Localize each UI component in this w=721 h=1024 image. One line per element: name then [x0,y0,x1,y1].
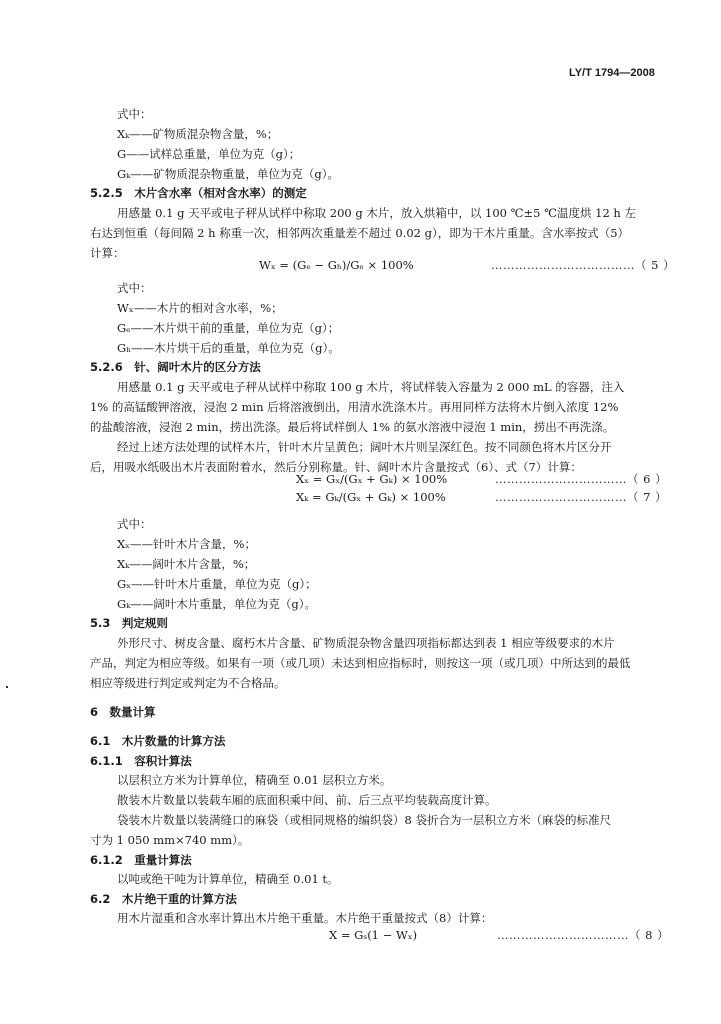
section-heading-5-3: 5.3 判定规则 [90,616,168,630]
equation-7: Xₖ = Gₖ/(Gₓ + Gₖ) × 100% [296,490,446,504]
document-code-header: LY/T 1794—2008 [569,67,655,79]
where-label: 式中： [117,517,152,531]
section-heading-6-1-1: 6.1.1 容积计算法 [90,754,192,768]
equation-number-6: ……………………………（ 6 ） [495,472,668,486]
paragraph-line: 外形尺寸、树皮含量、腐朽木片含量、矿物质混杂物含量四项指标都达到表 1 相应等级要求的木片 [117,636,615,650]
section-heading-6-2: 6.2 木片绝干重的计算方法 [90,892,237,906]
paragraph-line: 1% 的高锰酸钾溶液，浸泡 2 min 后将溶液倒出，用清水洗涤木片。再用同样方法将木片倒入浓度 12% [90,400,619,414]
variable-definition: Xₖ——矿物质混杂物含量，%； [117,127,279,141]
paragraph-line: 经过上述方法处理的试样木片，针叶木片呈黄色；阔叶木片则呈深红色。按不同颜色将木片区分开 [117,440,612,454]
paragraph-line: 袋装木片数量以装满缝口的麻袋（或相同规格的编织袋）8 袋折合为一层积立方米（麻袋的标准尺 [117,813,611,827]
equation-number-7: ……………………………（ 7 ） [495,490,668,504]
variable-definition: Gₖ——矿物质混杂物重量，单位为克（g）。 [117,167,339,181]
variable-definition: Gₓ——针叶木片重量，单位为克（g）； [117,577,317,591]
section-heading-5-2-6: 5.2.6 针、阔叶木片的区分方法 [90,360,261,374]
section-heading-6: 6 数量计算 [90,705,156,719]
paragraph-line: 用感量 0.1 g 天平或电子秤从试样中称取 100 g 木片，将试样装入容量为 2 000 mL 的容器，注入 [117,380,625,394]
equation-6: Xₓ = Gₓ/(Gₓ + Gₖ) × 100% [296,472,448,486]
variable-definition: G——试样总重量，单位为克（g）； [117,147,301,161]
where-label: 式中： [117,107,152,121]
scan-speck [6,686,8,688]
equation-8: X = Gₛ(1 − Wₓ) [329,928,418,942]
paragraph-line: 散装木片数量以装载车厢的底面积乘中间、前、后三点平均装载高度计算。 [117,793,497,807]
where-label: 式中： [117,281,152,295]
variable-definition: Wₓ——木片的相对含水率，%； [117,301,283,315]
paragraph-line: 产品，判定为相应等级。如果有一项（或几项）未达到相应指标时，则按这一项（或几项）中所达到的最低 [90,656,631,670]
paragraph-line: 右达到恒重（每间隔 2 h 称重一次，相邻两次重量差不超过 0.02 g），即为干木片重量。含水率按式（5） [90,226,630,240]
paragraph-line: 计算： [90,246,125,260]
variable-definition: Gₕ——木片烘干后的重量，单位为克（g）。 [117,341,340,355]
section-heading-6-1-2: 6.1.2 重量计算法 [90,853,192,867]
variable-definition: Gₑ——木片烘干前的重量，单位为克（g）； [117,321,340,335]
paragraph-line: 用木片湿重和含水率计算出木片绝干重量。木片绝干重量按式（8）计算： [117,911,493,925]
paragraph-line: 寸为 1 050 mm×740 mm）。 [90,833,250,847]
paragraph-line: 相应等级进行判定或判定为不合格品。 [90,676,286,690]
paragraph-line: 用感量 0.1 g 天平或电子秤从试样中称取 200 g 木片，放入烘箱中，以 100 ℃±5 ℃温度烘 12 h 左 [117,206,636,220]
paragraph-line: 以层积立方米为计算单位，精确至 0.01 层积立方米。 [117,773,392,787]
paragraph-line: 后，用吸水纸吸出木片表面附着水，然后分别称量。针、阔叶木片含量按式（6）、式（7）计算： [90,460,582,474]
section-heading-5-2-5: 5.2.5 木片含水率（相对含水率）的测定 [90,186,307,200]
variable-definition: Gₖ——阔叶木片重量，单位为克（g）。 [117,597,316,611]
equation-number-5: ………………………………（ 5 ） [491,258,676,272]
section-heading-6-1: 6.1 木片数量的计算方法 [90,734,226,748]
equation-number-8: ……………………………（ 8 ） [497,928,670,942]
paragraph-line: 的盐酸溶液，浸泡 2 min，捞出洗涤。最后将试样倒人 1% 的氨水溶液中浸泡 1 min，捞出不再洗涤。 [90,420,615,434]
paragraph-line: 以吨或绝干吨为计算单位，精确至 0.01 t。 [117,872,339,886]
variable-definition: Xₓ——针叶木片含量，%； [117,537,256,551]
variable-definition: Xₖ——阔叶木片含量，%； [117,557,256,571]
equation-5: Wₓ = (Gₑ − Gₕ)/Gₑ × 100% [259,258,414,272]
